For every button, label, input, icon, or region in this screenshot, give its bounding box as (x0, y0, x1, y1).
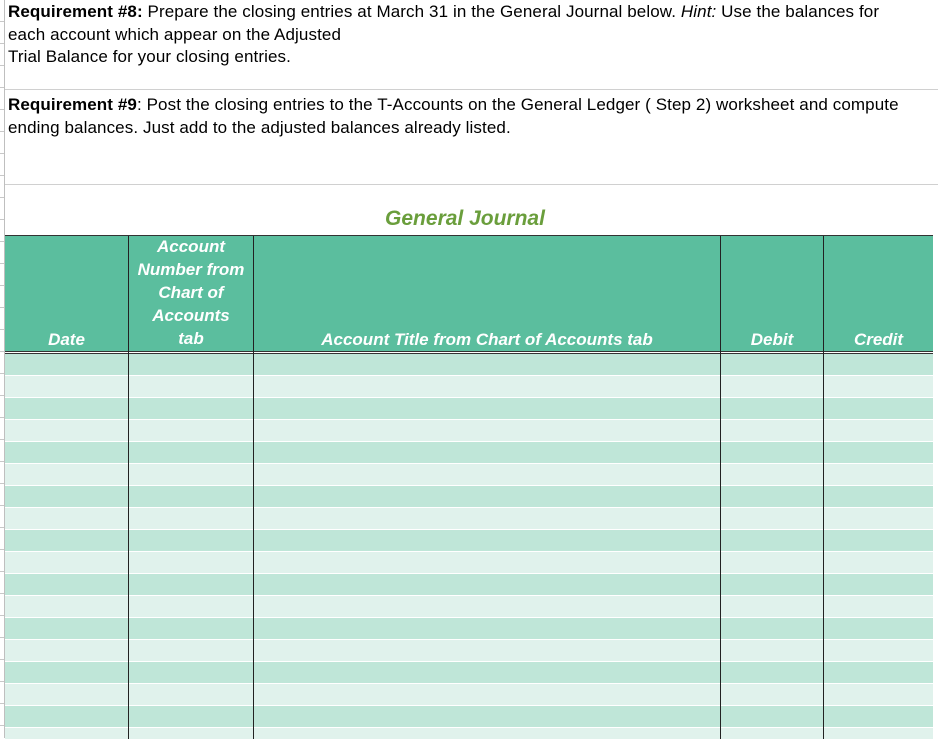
column-divider (253, 236, 254, 739)
header-account-number-line: Chart of (158, 283, 224, 302)
header-date (5, 236, 128, 351)
requirement-8-text (8, 1, 908, 69)
header-debit-label: Debit (750, 330, 794, 349)
header-account-number-line: Number from (137, 260, 245, 279)
column-divider (823, 236, 824, 739)
requirement-8-label: Requirement #8: (8, 2, 143, 21)
header-credit-label: Credit (853, 330, 904, 349)
cell-border (5, 89, 938, 90)
header-account-number-line: Accounts (152, 306, 230, 325)
header-account-number (129, 236, 253, 351)
requirement-9-text (8, 94, 908, 139)
column-divider (128, 236, 129, 739)
requirement-8-body-a: Prepare the closing entries at March 31 in the General Journal below. (142, 2, 681, 21)
header-debit (721, 236, 823, 351)
requirement-8-body-c: Trial Balance for your closing entries. (8, 47, 291, 66)
header-account-number-line: tab (178, 329, 204, 348)
header-account-number-line: Account (157, 237, 225, 256)
hint-label: Hint: (680, 2, 717, 21)
requirement-9-body: Post the closing entries to the T-Accounts on the General Ledger ( Step 2) worksheet and compute ending balances. Just add to the adjusted balances already listed. (8, 95, 899, 137)
requirement-8-body-b: Use the balances for each account which appear on the Adjusted (8, 2, 880, 44)
header-credit (824, 236, 933, 351)
header-account-title-label: Account Title from Chart of Accounts tab (321, 330, 653, 349)
general-journal-table (5, 235, 933, 739)
requirement-9-label: Requirement #9 (8, 95, 137, 114)
journal-entry-rows[interactable] (5, 354, 933, 739)
header-date-label: Date (48, 330, 85, 349)
column-divider (720, 236, 721, 739)
requirement-9-colon: : (136, 95, 142, 114)
header-account-title (254, 236, 720, 351)
journal-title: General Journal (385, 207, 545, 230)
cell-border (5, 184, 938, 185)
